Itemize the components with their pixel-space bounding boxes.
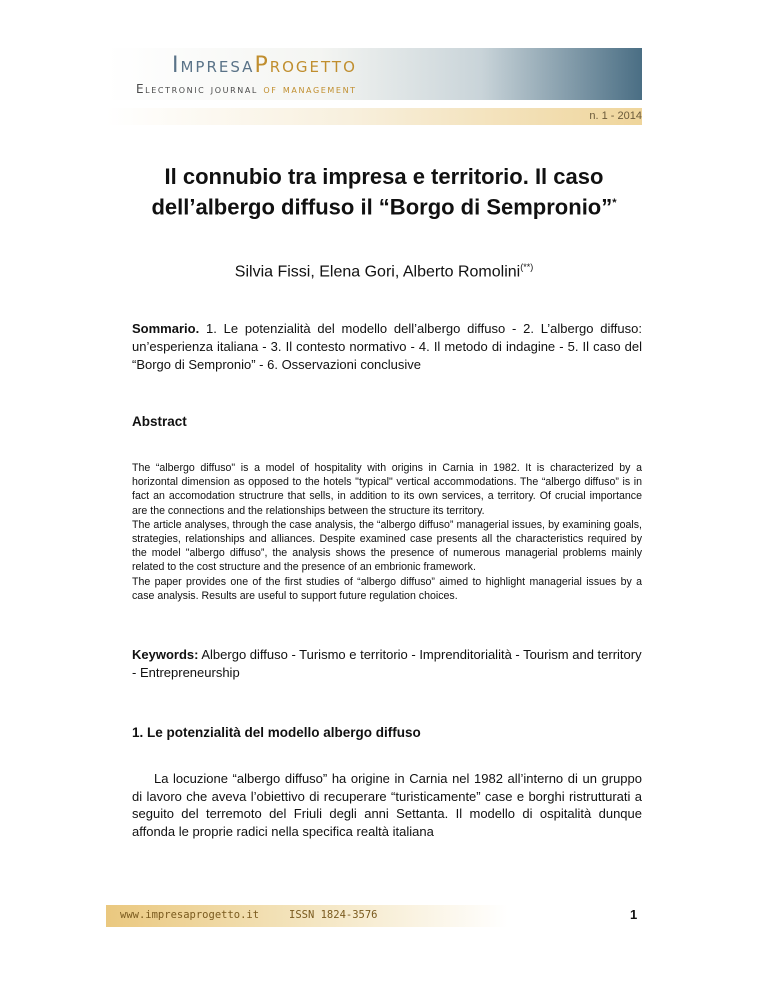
title-footnote-mark: * — [612, 197, 617, 209]
footer-url[interactable]: www.impresaprogetto.it — [120, 909, 260, 921]
journal-subtitle — [136, 82, 357, 96]
issue-bar — [106, 108, 642, 125]
section-heading: 1. Le potenzialità del modello albergo diffuso — [132, 725, 421, 740]
issue-number: n. 1 - 2014 — [589, 110, 642, 122]
keywords-text: Albergo diffuso - Turismo e territorio - Imprenditorialità - Tourism and territory - Entrepreneurship — [132, 647, 642, 680]
keywords-label: Keywords: — [132, 647, 199, 662]
journal-title — [172, 53, 357, 78]
journal-subtitle-part1: Electronic journal — [136, 82, 264, 96]
article-title-line2: dell’albergo diffuso il “Borgo di Sempronio” — [151, 194, 613, 220]
summary-label: Sommario. — [132, 321, 200, 336]
journal-title-part2: Progetto — [254, 53, 357, 78]
abstract-paragraph: The paper provides one of the first studies of “albergo diffuso” aimed to highlight managerial issues by a case analysis. Results are useful to support future regulation choices. — [132, 575, 642, 602]
author-names: Silvia Fissi, Elena Gori, Alberto Romolini — [234, 263, 521, 281]
footer-issn: ISSN 1824-3576 — [289, 909, 378, 921]
abstract — [132, 461, 642, 603]
authors — [100, 262, 668, 281]
journal-title-part1: Impresa — [172, 53, 255, 78]
page-number: 1 — [630, 907, 638, 922]
authors-footnote-mark: (**) — [520, 262, 534, 272]
summary — [132, 320, 642, 374]
summary-text: 1. Le potenzialità del modello dell’albergo diffuso - 2. L’albergo diffuso: un’esperienza italiana - 3. Il contesto normativo - 4. Il metodo di indagine - 5. Il caso del “Borgo di Sempronio” - 6. Osservazioni conclusive — [132, 321, 642, 372]
article-title-line1: Il connubio tra impresa e territorio. Il caso — [164, 164, 604, 189]
keywords — [132, 646, 642, 682]
abstract-paragraph: The “albergo diffuso" is a model of hospitality with origins in Carnia in 1982. It is characterized by a horizontal dimension as opposed to the hotels "typical" vertical accommodations. The “albergo diffuso” is in fact an accomodation structrure that sells, in addition to its own services, a territory. Of crucial importance are the connections and the relationships between the structure its territory. — [132, 462, 642, 517]
abstract-heading: Abstract — [132, 414, 187, 429]
article-title — [100, 163, 668, 220]
abstract-paragraph: The article analyses, through the case analysis, the “albergo diffuso” managerial issues, by examining goals, strategies, relationships and alliances. Despite examined case presents all the characteristics required by the model "albergo diffuso”, the analysis shows the presence of numerous managerial problems mainly related to the cost structure and the presence of an embrionic framework. — [132, 518, 642, 574]
section-paragraph: La locuzione “albergo diffuso” ha origine in Carnia nel 1982 all’interno di un gruppo di lavoro che aveva l’obiettivo di recuperare “turisticamente” case e borghi ristrutturati a seguito del terremoto del Friuli degli anni Settanta. Il modello di ospitalità dunque affonda le proprie radici nella specifica realtà italiana — [132, 771, 642, 839]
journal-subtitle-part2: of management — [263, 82, 357, 96]
